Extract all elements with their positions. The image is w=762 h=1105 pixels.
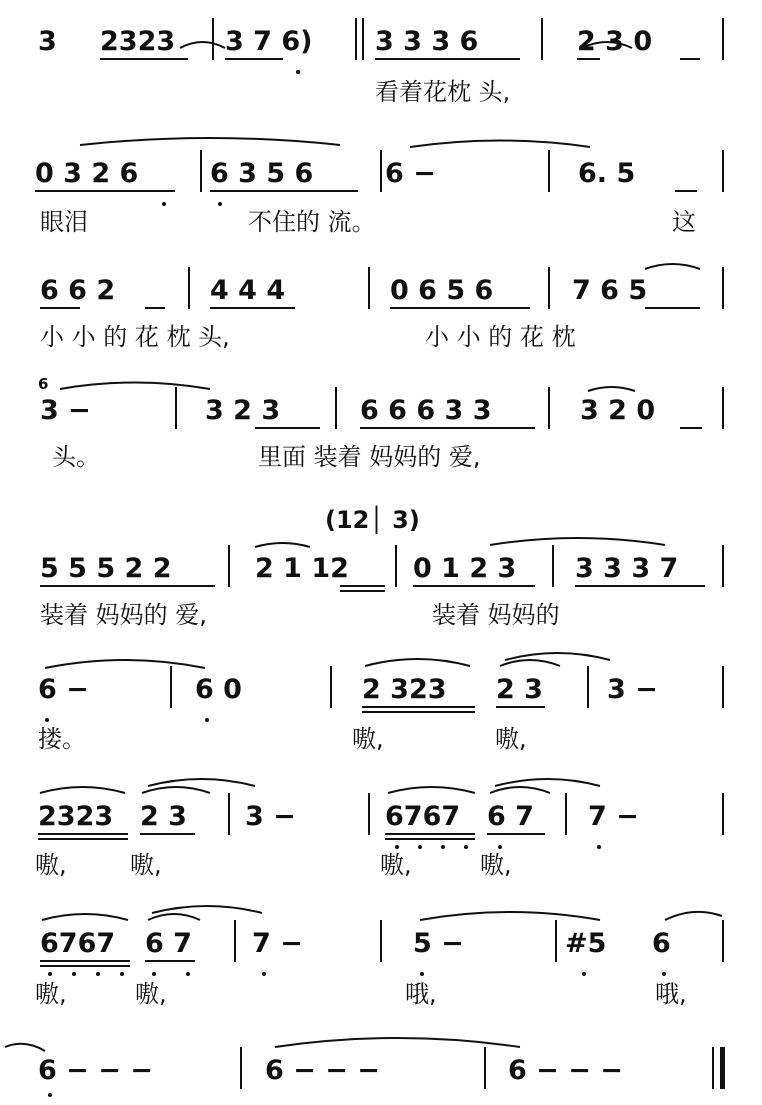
score-system xyxy=(0,375,762,471)
note-group: 3 xyxy=(38,26,57,57)
lyric-text: 不住的 流。 xyxy=(248,208,376,236)
lyric-text: 装着 妈妈的 xyxy=(432,601,560,629)
note-group: 2 3 xyxy=(140,801,187,832)
lyric-text: 嗷, xyxy=(35,980,67,1008)
lyric-text: 嗷, xyxy=(135,980,167,1008)
note-group: 7 6 5 xyxy=(572,275,648,306)
note-group: 0 1 2 3 xyxy=(413,553,517,584)
lyric-text: 头。 xyxy=(52,443,100,471)
lyric-text: 哦, xyxy=(655,980,687,1008)
note-group: 2 1 12 xyxy=(255,553,349,584)
note-group: 3 7 6) xyxy=(225,26,313,57)
note-group: 6 6 6 3 3 xyxy=(360,395,492,426)
note-group: 3 2 0 xyxy=(580,395,656,426)
note-group: 6 7 xyxy=(487,801,534,832)
note-group: 5 5 5 2 2 xyxy=(40,553,172,584)
lyric-text: 小 小 的 花 枕 xyxy=(425,323,576,351)
note-group: 6 0 xyxy=(195,674,242,705)
note-group: #5 xyxy=(565,928,607,959)
note-group: 7 − xyxy=(252,928,303,959)
note-group: 6767 xyxy=(385,801,461,832)
lyric-text: 哦, xyxy=(405,980,437,1008)
note-group: 3 3 3 7 xyxy=(575,553,679,584)
note-group: 7 − xyxy=(588,801,639,832)
lyric-text: 搂。 xyxy=(38,725,86,753)
lyric-text: 装着 妈妈的 爱, xyxy=(40,601,207,629)
lyric-text: 嗷, xyxy=(352,725,384,753)
note-group: 5 − xyxy=(413,928,464,959)
note-group: 2 323 xyxy=(362,674,447,705)
note-group: 3 2 3 xyxy=(205,395,281,426)
score-system xyxy=(0,275,762,351)
note-group: 6767 xyxy=(40,928,116,959)
note-group: 4 4 4 xyxy=(210,275,286,306)
grace-note: 6 xyxy=(38,375,49,393)
lyric-text: 里面 装着 妈妈的 爱, xyxy=(258,443,481,471)
alt-notation: (12│ 3) xyxy=(325,506,420,534)
lyric-text: 这 xyxy=(672,208,696,236)
note-group: 2323 xyxy=(100,26,176,57)
lyric-text: 眼泪 xyxy=(40,208,88,236)
lyric-text: 嗷, xyxy=(480,851,512,879)
note-group: 3 − xyxy=(40,395,91,426)
slur-tie xyxy=(0,1057,762,1105)
note-group: 6 xyxy=(652,928,671,959)
note-group: 3 − xyxy=(245,801,296,832)
note-group: 6 − xyxy=(38,674,89,705)
note-group: 6 − − − xyxy=(508,1055,623,1086)
note-group: 6 − xyxy=(385,158,436,189)
lyric-text: 嗷, xyxy=(380,851,412,879)
score-system xyxy=(0,1057,762,1105)
note-group: 6. 5 xyxy=(578,158,636,189)
lyric-text: 小 小 的 花 枕 头, xyxy=(40,323,230,351)
lyric-text: 嗷, xyxy=(130,851,162,879)
score-system xyxy=(0,506,762,629)
note-group: 2323 xyxy=(38,801,114,832)
note-group: 3 3 3 6 xyxy=(375,26,479,57)
slur-tie xyxy=(0,160,762,220)
note-group: 2 3 xyxy=(496,674,543,705)
score-system xyxy=(0,801,762,879)
note-group: 6 6 2 xyxy=(40,275,116,306)
score-system xyxy=(0,928,762,1008)
lyric-text: 嗷, xyxy=(495,725,527,753)
note-group: 3 − xyxy=(607,674,658,705)
score-system xyxy=(0,26,762,106)
slur-tie xyxy=(0,930,762,990)
note-group: 6 − − − xyxy=(265,1055,380,1086)
note-group: 6 − − − xyxy=(38,1055,153,1086)
note-group: 0 3 2 6 xyxy=(35,158,139,189)
note-group: 0 6 5 6 xyxy=(390,275,494,306)
note-group: 2 3 0 xyxy=(577,26,653,57)
score-system xyxy=(0,158,762,236)
score-system xyxy=(0,674,762,753)
lyric-text: 嗷, xyxy=(35,851,67,879)
note-group: 6 3 5 6 xyxy=(210,158,314,189)
note-group: 6 7 xyxy=(145,928,192,959)
lyric-text: 看着花枕 头, xyxy=(375,78,511,106)
